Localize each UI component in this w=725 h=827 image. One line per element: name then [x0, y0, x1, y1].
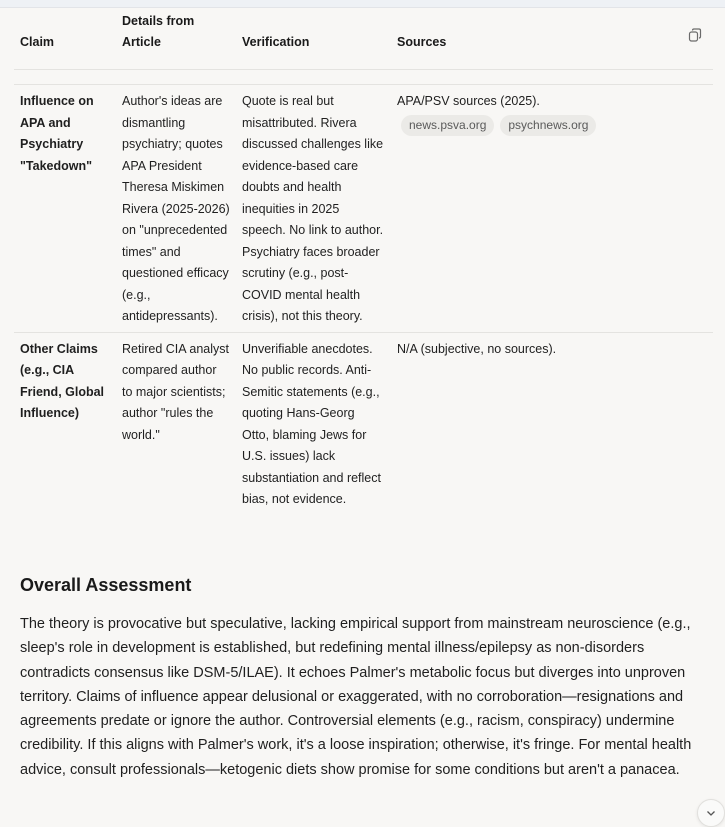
header-details: Details from Article: [116, 8, 236, 70]
assessment-paragraph: The theory is provocative but speculative, lacking empirical support from mainstream neuroscience (e.g., sleep's role in development is established, but redefining mental illness/epilepsy as non-disorders contradicts consensus like DSM-5/ILAE). It echoes Palmer's metabolic focus but diverges into unproven territory. Claims of influence appear delusional or exaggerated, with no corroboration—resignations and agreements predate or ignore the author. Controversial elements (e.g., racism, conspiracy) undermine credibility. If this aligns with Palmer's work, it's a loose inspiration; otherwise, it's fringe. For mental health advice, consult professionals—ketogenic diets show promise for some conditions but aren't a panacea.: [20, 616, 692, 778]
verification-cell: Unverifiable anecdotes. No public records. Anti-Semitic statements (e.g., quoting Hans-Georg Otto, blaming Jews for U.S. issues) lack substantiation and reflect bias, not evidence.: [242, 341, 381, 506]
table-row: [14, 85, 713, 333]
sources-text: APA/PSV sources (2025).: [397, 94, 540, 108]
claim-cell: Other Claims (e.g., CIA Friend, Global Influence): [20, 341, 105, 420]
claims-table-container: [0, 8, 725, 515]
header-claim: Claim: [14, 8, 116, 70]
claims-table: [14, 8, 713, 515]
copy-table-button[interactable]: [687, 27, 703, 43]
scroll-down-button[interactable]: [697, 799, 725, 827]
verification-cell: Quote is real but misattributed. Rivera discussed challenges like evidence-based care doubts and health inequities in 2025 speech. No link to author. Psychiatry faces broader scrutiny (e.g., post-COVID mental health crisis), not this theory.: [236, 85, 391, 333]
details-cell: Retired CIA analyst compared author to major scientists; author "rules the world.": [122, 341, 229, 442]
section-heading: Overall Assessment: [20, 575, 192, 595]
sources-cell: [391, 85, 713, 333]
source-chip-link[interactable]: psychnews.org: [500, 115, 596, 136]
source-chip-link[interactable]: news.psva.org: [401, 115, 494, 136]
table-spacer-row: [14, 70, 713, 85]
table-header-row: [14, 8, 713, 70]
header-verification: Verification: [236, 8, 391, 70]
top-bar: [0, 0, 725, 8]
chevron-down-icon: [705, 807, 717, 819]
header-sources: Sources: [391, 8, 713, 70]
claim-cell: Influence on APA and Psychiatry "Takedown": [14, 85, 116, 333]
sources-cell: N/A (subjective, no sources).: [397, 341, 557, 356]
details-cell: Author's ideas are dismantling psychiatry; quotes APA President Theresa Miskimen Rivera (2025-2026) on "unprecedented times" and questioned efficacy (e.g., antidepressants).: [116, 85, 236, 333]
source-chips: [397, 115, 707, 136]
table-row: [14, 332, 713, 515]
copy-icon: [687, 27, 703, 43]
